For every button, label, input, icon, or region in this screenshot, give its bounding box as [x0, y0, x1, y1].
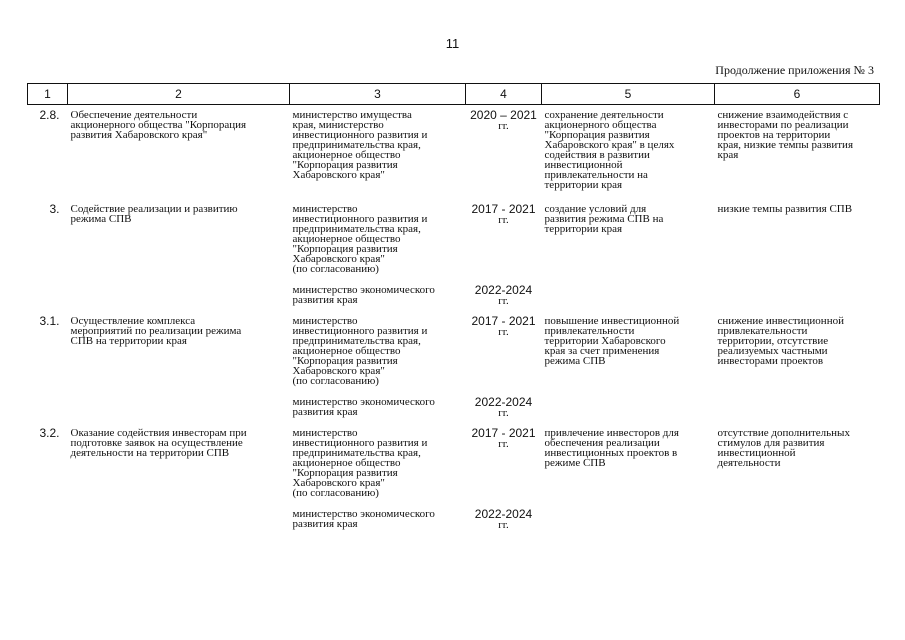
risk-cell: [715, 498, 880, 531]
result-cell: [542, 419, 715, 498]
table-row: [28, 105, 880, 191]
result-line: Хабаровского края" в целях: [544, 139, 675, 151]
risk-line: реализуемых частными: [717, 345, 828, 357]
col-header-2: 2: [68, 84, 290, 105]
risk-line: снижение взаимодействия с: [717, 109, 849, 121]
measure-line: Оказание содействия инвесторам при: [70, 427, 247, 439]
measure-line: Осуществление комплекса: [70, 315, 196, 327]
risk-line: проектов на территории: [717, 129, 831, 141]
row-number: [28, 498, 68, 531]
risk-line: низкие темпы развития СПВ: [717, 203, 853, 215]
executor-line: "Корпорация развития: [292, 159, 398, 171]
result-line: акционерного общества: [544, 119, 657, 131]
executor-line: министерство имущества: [292, 109, 412, 121]
table-subrow: [28, 274, 880, 307]
column-numbers-row: [28, 84, 880, 105]
executor-line: развития края: [292, 518, 358, 530]
col-header-6: 6: [715, 84, 880, 105]
result-line: режиме СПВ: [544, 457, 606, 469]
page-number: 11: [445, 36, 460, 51]
period-unit: гг.: [498, 214, 509, 226]
measure-cell: [68, 419, 290, 498]
executor-line: инвестиционного развития и: [292, 437, 428, 449]
period-years: 2022-2024: [474, 507, 533, 521]
period-cell: [466, 419, 542, 498]
continuation-note: Продолжение приложения № 3: [715, 63, 874, 77]
measure-line: мероприятий по реализации режима: [70, 325, 242, 337]
row-number: 3.1.: [39, 314, 60, 328]
col-header-4: 4: [466, 84, 542, 105]
risk-line: инвесторами по реализации: [717, 119, 849, 131]
result-line: края за счет применения: [544, 345, 660, 357]
period-cell: [466, 498, 542, 531]
executor-cell: [290, 419, 466, 498]
risk-cell: [715, 419, 880, 498]
risk-line: края, низкие темпы развития: [717, 139, 854, 151]
executor-line: акционерное общество: [292, 345, 401, 357]
period-years: 2022-2024: [474, 283, 533, 297]
result-line: "Корпорация развития: [544, 129, 650, 141]
period-years: 2017 - 2021: [471, 314, 536, 328]
result-line: привлечение инвесторов для: [544, 427, 679, 439]
executor-line: "Корпорация развития: [292, 467, 398, 479]
result-line: сохранение деятельности: [544, 109, 664, 121]
executor-line: Хабаровского края": [292, 169, 385, 181]
measure-line: деятельности на территории СПВ: [70, 447, 230, 459]
result-line: содействия в развитии: [544, 149, 650, 161]
measure-line: Содействие реализации и развитию: [70, 203, 238, 215]
period-unit: гг.: [498, 295, 509, 307]
risk-line: привлекательности: [717, 325, 808, 337]
result-cell: [542, 307, 715, 386]
executor-line: предпринимательства края,: [292, 139, 421, 151]
period-years: 2020 – 2021: [470, 108, 537, 122]
executor-line: акционерное общество: [292, 149, 401, 161]
measure-line: Обеспечение деятельности: [70, 109, 198, 121]
result-line: территории края: [544, 223, 623, 235]
executor-line: акционерное общество: [292, 233, 401, 245]
executor-line: Хабаровского края": [292, 477, 385, 489]
risk-line: деятельности: [717, 457, 781, 469]
period-unit: гг.: [498, 438, 509, 450]
executor-line: (по согласованию): [292, 263, 379, 275]
table-row: [28, 190, 880, 274]
risk-line: снижение инвестиционной: [717, 315, 844, 327]
executor-line: Хабаровского края": [292, 365, 385, 377]
risk-cell: [715, 386, 880, 419]
executor-line: министерство экономического: [292, 284, 435, 296]
risk-cell: [715, 190, 880, 274]
executor-line: "Корпорация развития: [292, 243, 398, 255]
measure-line: подготовке заявок на осуществление: [70, 437, 243, 449]
period-unit: гг.: [498, 519, 509, 531]
result-cell: [542, 105, 715, 191]
measure-line: акционерного общества "Корпорация: [70, 119, 247, 131]
measure-cell: [68, 190, 290, 274]
executor-line: предпринимательства края,: [292, 223, 421, 235]
executor-line: (по согласованию): [292, 487, 379, 499]
measure-line: СПВ на территории края: [70, 335, 187, 347]
risk-line: края: [717, 149, 739, 161]
executor-cell: [290, 386, 466, 419]
period-unit: гг.: [498, 326, 509, 338]
result-cell: [542, 386, 715, 419]
measure-cell: [68, 307, 290, 386]
executor-line: министерство экономического: [292, 508, 435, 520]
col-header-3: 3: [290, 84, 466, 105]
executor-line: развития края: [292, 406, 358, 418]
executor-line: инвестиционного развития и: [292, 213, 428, 225]
executor-line: (по согласованию): [292, 375, 379, 387]
risk-cell: [715, 307, 880, 386]
measure-line: развития Хабаровского края": [70, 129, 208, 141]
measure-cell: [68, 105, 290, 191]
executor-cell: [290, 274, 466, 307]
table-subrow: [28, 386, 880, 419]
executor-line: предпринимательства края,: [292, 335, 421, 347]
result-line: привлекательности на: [544, 169, 648, 181]
executor-cell: [290, 307, 466, 386]
executor-line: министерство: [292, 315, 358, 327]
risk-cell: [715, 274, 880, 307]
risk-line: инвесторами проектов: [717, 355, 824, 367]
risk-line: отсутствие дополнительных: [717, 427, 850, 439]
risk-line: инвестиционной: [717, 447, 796, 459]
period-years: 2017 - 2021: [471, 426, 536, 440]
risk-line: территории, отсутствие: [717, 335, 829, 347]
program-table: [27, 83, 880, 531]
period-unit: гг.: [498, 120, 509, 132]
executor-line: акционерное общество: [292, 457, 401, 469]
result-line: создание условий для: [544, 203, 647, 215]
period-cell: [466, 105, 542, 191]
result-line: территории Хабаровского: [544, 335, 666, 347]
table-subrow: [28, 498, 880, 531]
result-cell: [542, 498, 715, 531]
result-line: привлекательности: [544, 325, 635, 337]
row-number: 3.: [49, 202, 60, 216]
result-cell: [542, 274, 715, 307]
measure-cell: [68, 498, 290, 531]
executor-line: министерство экономического: [292, 396, 435, 408]
measure-cell: [68, 386, 290, 419]
result-line: обеспечения реализации: [544, 437, 660, 449]
period-years: 2022-2024: [474, 395, 533, 409]
result-cell: [542, 190, 715, 274]
period-cell: [466, 274, 542, 307]
executor-line: министерство: [292, 203, 358, 215]
period-cell: [466, 307, 542, 386]
result-line: инвестиционных проектов в: [544, 447, 678, 459]
result-line: режима СПВ: [544, 355, 606, 367]
row-number: [28, 274, 68, 307]
executor-line: развития края: [292, 294, 358, 306]
executor-cell: [290, 190, 466, 274]
risk-line: стимулов для развития: [717, 437, 825, 449]
row-number: 3.2.: [39, 426, 60, 440]
col-header-1: 1: [28, 84, 68, 105]
executor-line: края, министерство: [292, 119, 384, 131]
row-number: 2.8.: [39, 108, 60, 122]
period-cell: [466, 386, 542, 419]
result-line: повышение инвестиционной: [544, 315, 680, 327]
executor-line: Хабаровского края": [292, 253, 385, 265]
table-row: [28, 307, 880, 386]
result-line: инвестиционной: [544, 159, 623, 171]
executor-line: инвестиционного развития и: [292, 129, 428, 141]
executor-line: инвестиционного развития и: [292, 325, 428, 337]
period-unit: гг.: [498, 407, 509, 419]
result-line: развития режима СПВ на: [544, 213, 664, 225]
executor-line: "Корпорация развития: [292, 355, 398, 367]
executor-cell: [290, 498, 466, 531]
executor-line: министерство: [292, 427, 358, 439]
period-years: 2017 - 2021: [471, 202, 536, 216]
table-row: [28, 419, 880, 498]
risk-cell: [715, 105, 880, 191]
measure-line: режима СПВ: [70, 213, 132, 225]
row-number: [28, 386, 68, 419]
period-cell: [466, 190, 542, 274]
executor-cell: [290, 105, 466, 191]
result-line: территории края: [544, 179, 623, 191]
measure-cell: [68, 274, 290, 307]
col-header-5: 5: [542, 84, 715, 105]
executor-line: предпринимательства края,: [292, 447, 421, 459]
